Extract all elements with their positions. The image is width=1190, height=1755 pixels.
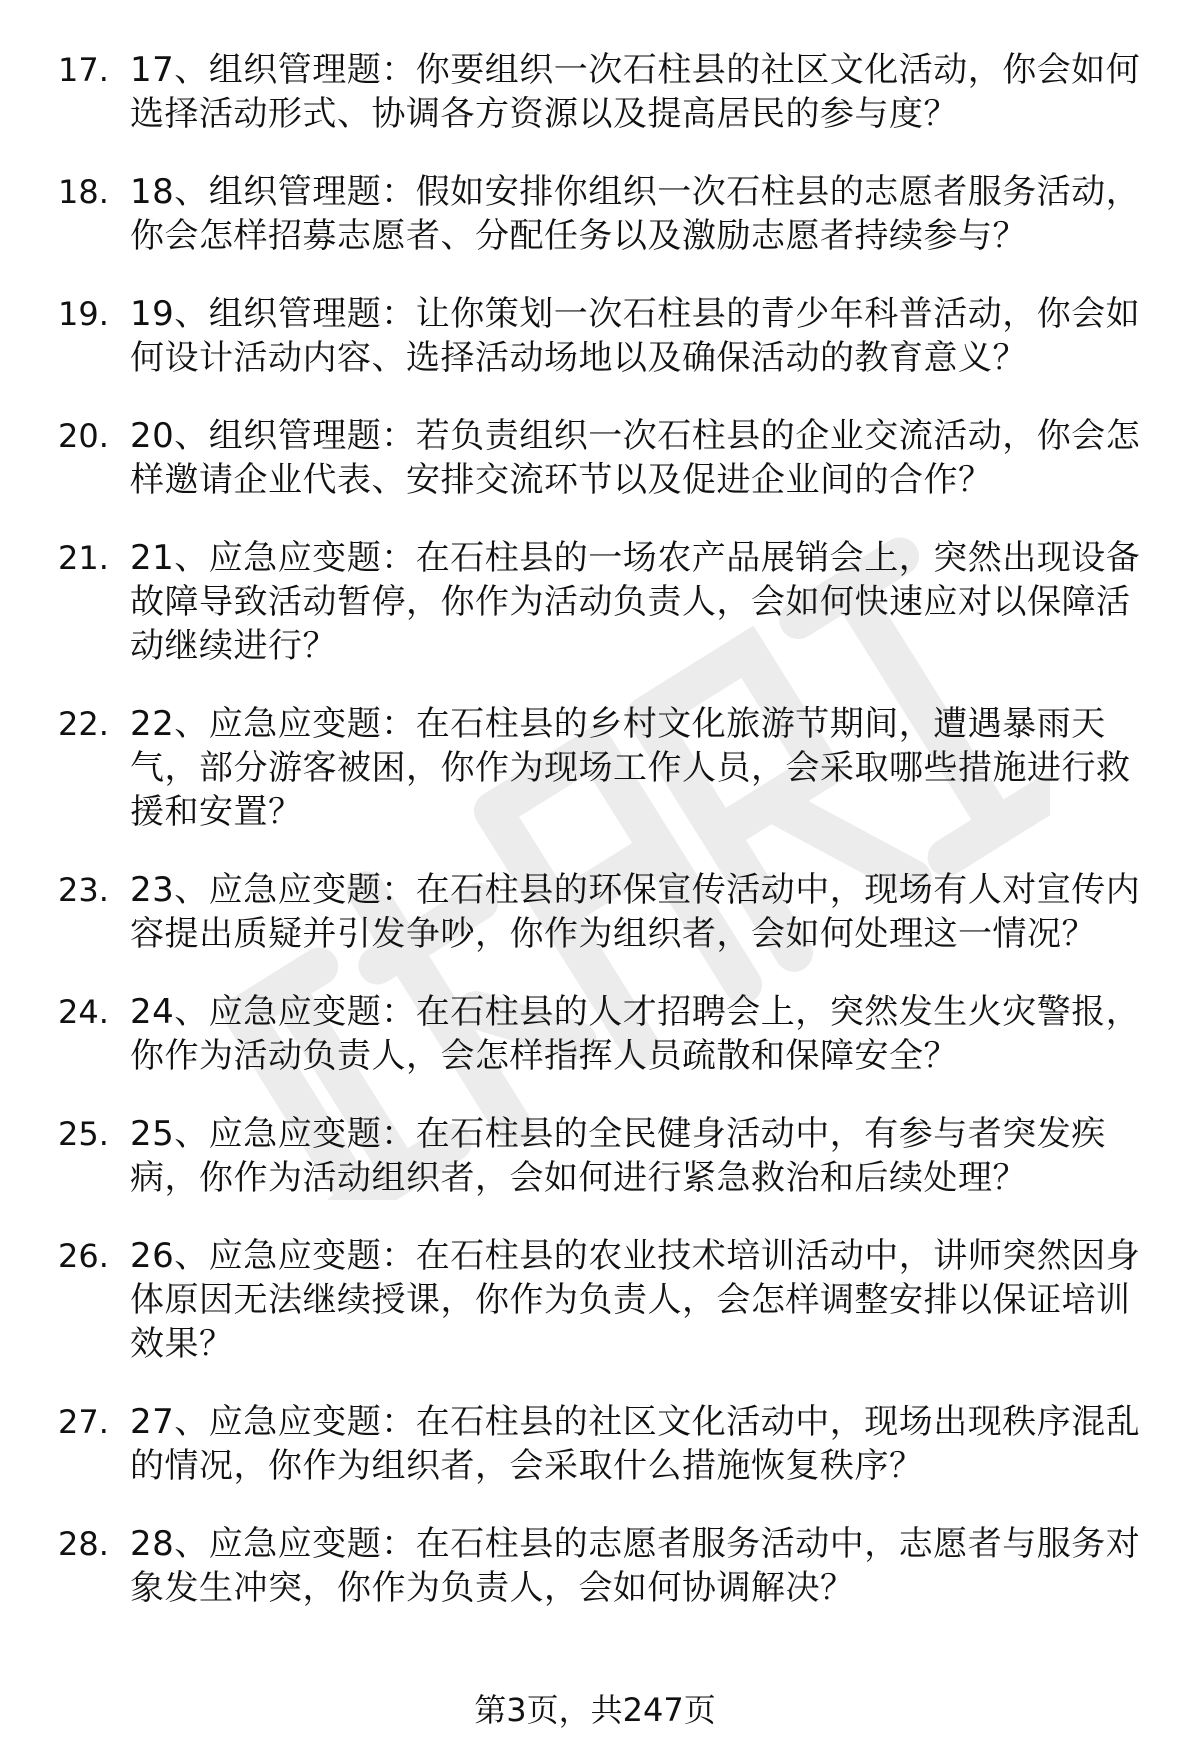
list-item [0, 170, 1190, 258]
question-text: 24、应急应变题：在石柱县的人才招聘会上，突然发生火灾警报，你作为活动负责人，会怎样指挥人员疏散和保障安全？ [130, 992, 1141, 1076]
list-item [0, 414, 1190, 502]
question-number: 26. [58, 1237, 109, 1275]
question-number: 17. [58, 51, 109, 89]
question-text: 21、应急应变题：在石柱县的一场农产品展销会上，突然出现设备故障导致活动暂停，你作为活动负责人，会如何快速应对以保障活动继续进行？ [130, 538, 1141, 666]
question-text: 19、组织管理题：让你策划一次石柱县的青少年科普活动，你会如何设计活动内容、选择活动场地以及确保活动的教育意义？ [130, 294, 1141, 378]
question-text: 28、应急应变题：在石柱县的志愿者服务活动中，志愿者与服务对象发生冲突，你作为负责人，会如何协调解决？ [130, 1524, 1141, 1608]
list-item [0, 48, 1190, 136]
question-text: 23、应急应变题：在石柱县的环保宣传活动中，现场有人对宣传内容提出质疑并引发争吵，你作为组织者，会如何处理这一情况？ [130, 870, 1141, 954]
question-list [0, 48, 1190, 1644]
list-item [0, 1400, 1190, 1488]
question-text: 20、组织管理题：若负责组织一次石柱县的企业交流活动，你会怎样邀请企业代表、安排交流环节以及促进企业间的合作？ [130, 416, 1141, 500]
list-item [0, 702, 1190, 834]
question-number: 27. [58, 1403, 109, 1441]
list-item [0, 1112, 1190, 1200]
question-number: 18. [58, 173, 109, 211]
question-text: 25、应急应变题：在石柱县的全民健身活动中，有参与者突发疾病，你作为活动组织者，会如何进行紧急救治和后续处理？ [130, 1114, 1106, 1198]
question-number: 25. [58, 1115, 109, 1153]
question-text: 17、组织管理题：你要组织一次石柱县的社区文化活动，你会如何选择活动形式、协调各方资源以及提高居民的参与度？ [130, 50, 1141, 134]
list-item [0, 1522, 1190, 1610]
list-item [0, 536, 1190, 668]
list-item [0, 868, 1190, 956]
question-number: 21. [58, 539, 109, 577]
question-text: 18、组织管理题：假如安排你组织一次石柱县的志愿者服务活动，你会怎样招募志愿者、分配任务以及激励志愿者持续参与？ [130, 172, 1141, 256]
question-number: 24. [58, 993, 109, 1031]
list-item [0, 990, 1190, 1078]
question-number: 19. [58, 295, 109, 333]
question-number: 23. [58, 871, 109, 909]
question-text: 26、应急应变题：在石柱县的农业技术培训活动中，讲师突然因身体原因无法继续授课，你作为负责人，会怎样调整安排以保证培训效果？ [130, 1236, 1141, 1364]
question-number: 20. [58, 417, 109, 455]
question-number: 28. [58, 1525, 109, 1563]
page-footer: 第3页，共247页 [474, 1691, 716, 1729]
question-text: 22、应急应变题：在石柱县的乡村文化旅游节期间，遭遇暴雨天气，部分游客被困，你作为现场工作人员，会采取哪些措施进行救援和安置？ [130, 704, 1131, 832]
question-text: 27、应急应变题：在石柱县的社区文化活动中，现场出现秩序混乱的情况，你作为组织者，会采取什么措施恢复秩序？ [130, 1402, 1141, 1486]
list-item [0, 292, 1190, 380]
question-number: 22. [58, 705, 109, 743]
list-item [0, 1234, 1190, 1366]
